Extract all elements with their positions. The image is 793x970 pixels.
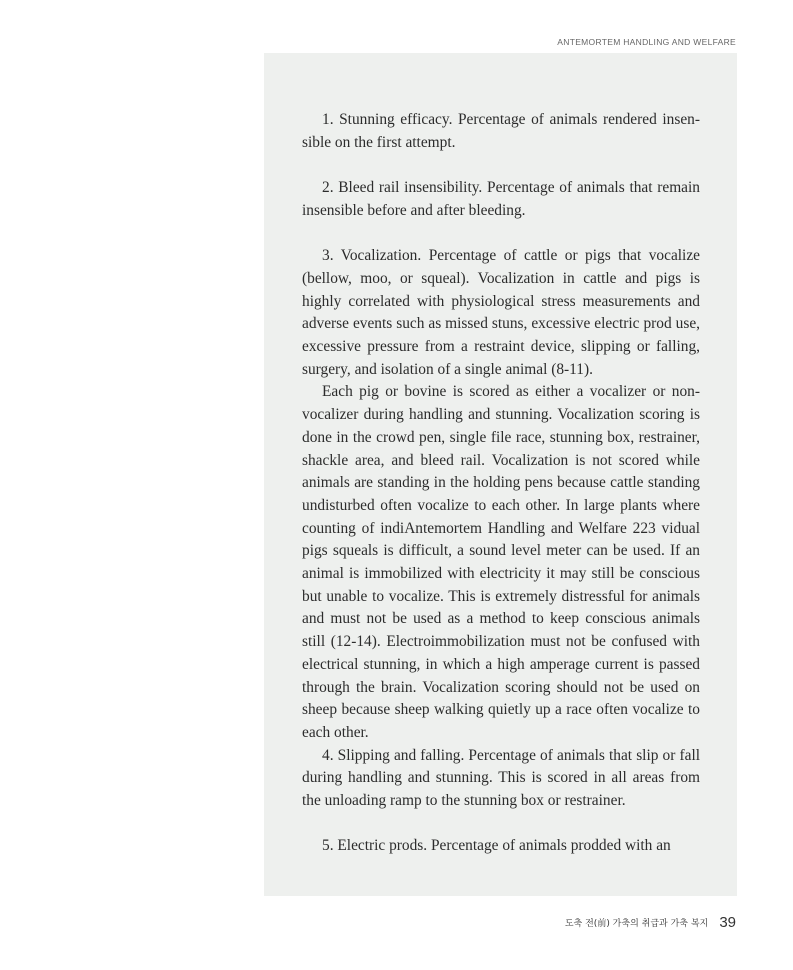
page-footer: [565, 912, 736, 931]
vocalization-paragraph: Each pig or bovine is scored as either a vocalizer or non-vocalizer during handling and stunning. Vocalization scoring is done in the crowd pen, single file race, stunning box, restrainer, shackle area, and bleed rail. Vocalization is not scored while animals are standing in the holding pens because cattle standing undisturbed often vocalize to each other. In large plants where counting of indiAntemortem Handling and Welfare 223 vidual pigs squeals is difficult, a sound level meter can be used. If an animal is immobilized with electricity it may still be conscious but unable to vocalize. This is extremely distressful for animals and must not be used as a method to keep conscious animals still (12-14). Electroimmobilization must not be confused with electrical stunning, in which a high amperage current is passed through the brain. Vocalization scoring should not be used on sheep because sheep walking quietly up a race often vocalize to each other.: [302, 383, 700, 741]
body-text: [302, 109, 700, 858]
list-item-vocalization: 3. Vocalization. Percentage of cattle or pigs that vocalize (bellow, moo, or squeal). Vocalization in cattle and pigs is highly correlated with physiological stress measurements and adverse events such as missed stuns, excessive electric prod use, excessive pressure from a restraint device, slipping or falling, surgery, and isolation of a single animal (8-11).: [302, 247, 700, 378]
running-head: ANTEMORTEM HANDLING AND WELFARE: [557, 37, 736, 47]
page-number: 39: [719, 914, 736, 931]
list-item-stunning-efficacy: 1. Stunning efficacy. Percentage of animals rendered insensible on the first attempt.: [302, 111, 700, 151]
list-item-bleed-rail: 2. Bleed rail insensibility. Percentage of animals that remain insensible before and after bleeding.: [302, 179, 700, 219]
list-item-slipping-falling: 4. Slipping and falling. Percentage of animals that slip or fall during handling and stunning. This is scored in all areas from the unloading ramp to the stunning box or restrainer.: [302, 746, 700, 810]
footer-book-title: 도축 전(前) 가축의 취급과 가축 복지: [564, 919, 709, 929]
list-item-electric-prods: 5. Electric prods. Percentage of animals prodded with an: [322, 837, 671, 855]
